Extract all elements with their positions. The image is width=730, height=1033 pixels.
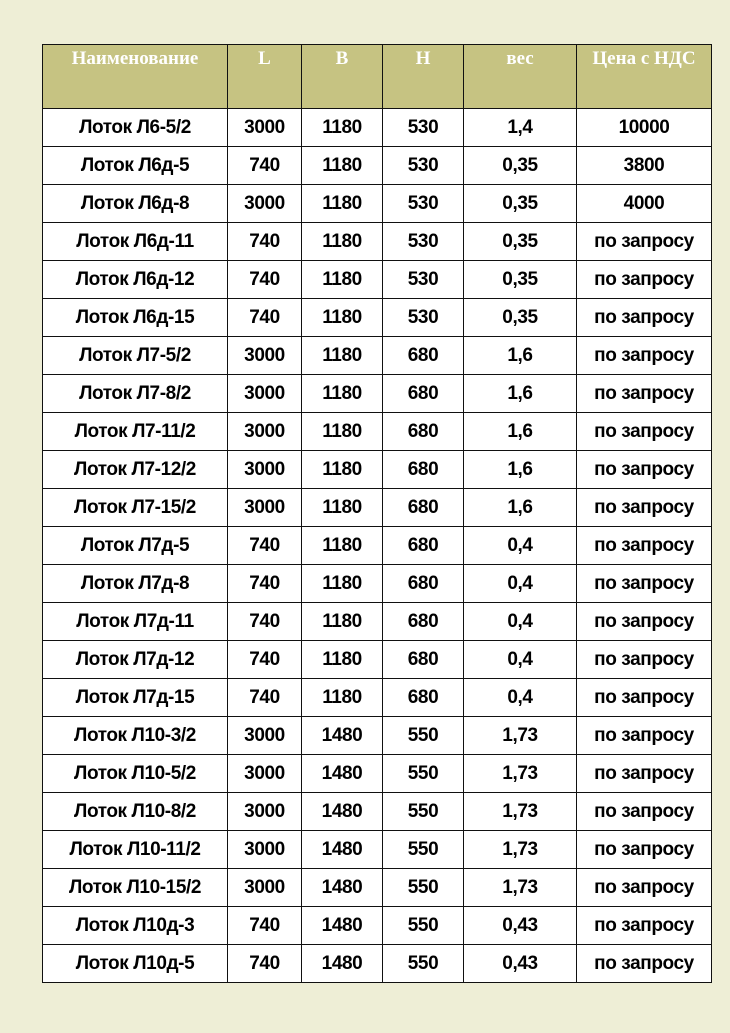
cell-weight: 1,6	[464, 451, 577, 489]
cell-width: 1180	[302, 223, 383, 261]
cell-width: 1180	[302, 451, 383, 489]
table-row	[43, 451, 712, 489]
table-row	[43, 147, 712, 185]
table-row	[43, 831, 712, 869]
cell-height: 680	[383, 527, 464, 565]
cell-weight: 1,6	[464, 413, 577, 451]
cell-price: по запросу	[577, 907, 712, 945]
cell-length: 740	[228, 641, 302, 679]
cell-price: по запросу	[577, 489, 712, 527]
cell-weight: 1,6	[464, 489, 577, 527]
cell-name: Лоток Л10-5/2	[43, 755, 228, 793]
cell-length: 740	[228, 261, 302, 299]
cell-length: 3000	[228, 413, 302, 451]
cell-name: Лоток Л10-11/2	[43, 831, 228, 869]
column-header-name: Наименование	[43, 45, 228, 109]
cell-weight: 0,43	[464, 907, 577, 945]
cell-weight: 1,73	[464, 717, 577, 755]
cell-name: Лоток Л10д-5	[43, 945, 228, 983]
cell-name: Лоток Л6д-11	[43, 223, 228, 261]
table-row	[43, 109, 712, 147]
cell-name: Лоток Л10-15/2	[43, 869, 228, 907]
cell-height: 530	[383, 147, 464, 185]
cell-width: 1180	[302, 299, 383, 337]
cell-width: 1180	[302, 641, 383, 679]
cell-name: Лоток Л7-12/2	[43, 451, 228, 489]
cell-width: 1180	[302, 413, 383, 451]
cell-price: по запросу	[577, 375, 712, 413]
cell-weight: 0,4	[464, 603, 577, 641]
table-row	[43, 603, 712, 641]
cell-name: Лоток Л7д-5	[43, 527, 228, 565]
cell-name: Лоток Л10-8/2	[43, 793, 228, 831]
cell-price: по запросу	[577, 413, 712, 451]
cell-height: 680	[383, 603, 464, 641]
cell-weight: 1,73	[464, 793, 577, 831]
cell-price: по запросу	[577, 945, 712, 983]
cell-length: 740	[228, 603, 302, 641]
cell-name: Лоток Л6д-5	[43, 147, 228, 185]
column-header-weight: вес	[464, 45, 577, 109]
cell-price: 4000	[577, 185, 712, 223]
column-header-price: Цена с НДС	[577, 45, 712, 109]
cell-weight: 0,4	[464, 641, 577, 679]
cell-width: 1180	[302, 679, 383, 717]
cell-price: по запросу	[577, 261, 712, 299]
cell-price: по запросу	[577, 299, 712, 337]
cell-weight: 0,43	[464, 945, 577, 983]
cell-length: 3000	[228, 869, 302, 907]
cell-height: 680	[383, 375, 464, 413]
cell-price: по запросу	[577, 831, 712, 869]
cell-length: 3000	[228, 717, 302, 755]
cell-height: 550	[383, 907, 464, 945]
cell-length: 3000	[228, 109, 302, 147]
cell-price: по запросу	[577, 755, 712, 793]
cell-weight: 0,4	[464, 565, 577, 603]
table-row	[43, 717, 712, 755]
cell-length: 3000	[228, 451, 302, 489]
cell-weight: 0,4	[464, 679, 577, 717]
cell-price: по запросу	[577, 679, 712, 717]
cell-name: Лоток Л6д-15	[43, 299, 228, 337]
cell-weight: 1,6	[464, 337, 577, 375]
cell-width: 1480	[302, 793, 383, 831]
column-header-width: B	[302, 45, 383, 109]
cell-name: Лоток Л7-15/2	[43, 489, 228, 527]
cell-width: 1480	[302, 869, 383, 907]
cell-price: по запросу	[577, 793, 712, 831]
cell-length: 3000	[228, 489, 302, 527]
cell-price: по запросу	[577, 717, 712, 755]
cell-height: 550	[383, 831, 464, 869]
cell-price: 10000	[577, 109, 712, 147]
cell-height: 530	[383, 109, 464, 147]
cell-weight: 0,35	[464, 147, 577, 185]
table-row	[43, 527, 712, 565]
table-row	[43, 755, 712, 793]
cell-length: 3000	[228, 755, 302, 793]
cell-width: 1180	[302, 337, 383, 375]
cell-weight: 1,6	[464, 375, 577, 413]
table-row	[43, 413, 712, 451]
cell-name: Лоток Л6д-12	[43, 261, 228, 299]
cell-width: 1180	[302, 147, 383, 185]
cell-width: 1480	[302, 907, 383, 945]
cell-height: 680	[383, 413, 464, 451]
cell-length: 3000	[228, 375, 302, 413]
cell-name: Лоток Л7д-15	[43, 679, 228, 717]
cell-price: по запросу	[577, 527, 712, 565]
cell-price: по запросу	[577, 603, 712, 641]
cell-width: 1480	[302, 717, 383, 755]
cell-price: по запросу	[577, 565, 712, 603]
table-row	[43, 869, 712, 907]
price-table	[42, 44, 712, 983]
cell-price: по запросу	[577, 869, 712, 907]
cell-width: 1180	[302, 261, 383, 299]
cell-height: 680	[383, 679, 464, 717]
cell-weight: 1,73	[464, 869, 577, 907]
cell-weight: 0,35	[464, 223, 577, 261]
cell-height: 550	[383, 869, 464, 907]
column-header-height: H	[383, 45, 464, 109]
cell-height: 680	[383, 641, 464, 679]
cell-length: 3000	[228, 337, 302, 375]
cell-price: по запросу	[577, 223, 712, 261]
cell-length: 740	[228, 147, 302, 185]
cell-price: по запросу	[577, 337, 712, 375]
cell-length: 740	[228, 679, 302, 717]
cell-height: 550	[383, 945, 464, 983]
cell-height: 680	[383, 451, 464, 489]
cell-height: 550	[383, 717, 464, 755]
cell-price: по запросу	[577, 641, 712, 679]
cell-name: Лоток Л10-3/2	[43, 717, 228, 755]
cell-height: 530	[383, 299, 464, 337]
cell-height: 550	[383, 755, 464, 793]
cell-name: Лоток Л7д-12	[43, 641, 228, 679]
cell-height: 530	[383, 261, 464, 299]
table-body	[43, 109, 712, 983]
cell-height: 550	[383, 793, 464, 831]
cell-height: 680	[383, 489, 464, 527]
cell-name: Лоток Л7-8/2	[43, 375, 228, 413]
cell-weight: 1,73	[464, 755, 577, 793]
table-row	[43, 337, 712, 375]
table-row	[43, 185, 712, 223]
cell-height: 680	[383, 565, 464, 603]
cell-length: 740	[228, 565, 302, 603]
cell-price: по запросу	[577, 451, 712, 489]
table-row	[43, 793, 712, 831]
cell-height: 680	[383, 337, 464, 375]
cell-name: Лоток Л6-5/2	[43, 109, 228, 147]
cell-width: 1480	[302, 755, 383, 793]
table-header	[43, 45, 712, 109]
cell-length: 740	[228, 527, 302, 565]
cell-width: 1180	[302, 489, 383, 527]
cell-weight: 1,73	[464, 831, 577, 869]
cell-width: 1480	[302, 945, 383, 983]
table-row	[43, 679, 712, 717]
table-row	[43, 375, 712, 413]
table-row	[43, 223, 712, 261]
cell-name: Лоток Л6д-8	[43, 185, 228, 223]
cell-name: Лоток Л7-11/2	[43, 413, 228, 451]
cell-length: 740	[228, 945, 302, 983]
table-row	[43, 489, 712, 527]
cell-width: 1480	[302, 831, 383, 869]
table-row	[43, 641, 712, 679]
cell-length: 740	[228, 223, 302, 261]
cell-name: Лоток Л7д-11	[43, 603, 228, 641]
cell-weight: 0,35	[464, 185, 577, 223]
cell-name: Лоток Л7д-8	[43, 565, 228, 603]
cell-height: 530	[383, 185, 464, 223]
cell-width: 1180	[302, 185, 383, 223]
cell-length: 3000	[228, 831, 302, 869]
table-row	[43, 565, 712, 603]
column-header-length: L	[228, 45, 302, 109]
cell-weight: 0,4	[464, 527, 577, 565]
cell-width: 1180	[302, 109, 383, 147]
table-row	[43, 299, 712, 337]
cell-width: 1180	[302, 603, 383, 641]
table-row	[43, 261, 712, 299]
cell-width: 1180	[302, 527, 383, 565]
cell-width: 1180	[302, 565, 383, 603]
cell-name: Лоток Л10д-3	[43, 907, 228, 945]
cell-weight: 0,35	[464, 261, 577, 299]
cell-length: 3000	[228, 793, 302, 831]
table-row	[43, 907, 712, 945]
cell-length: 740	[228, 299, 302, 337]
cell-height: 530	[383, 223, 464, 261]
cell-length: 740	[228, 907, 302, 945]
cell-weight: 0,35	[464, 299, 577, 337]
cell-length: 3000	[228, 185, 302, 223]
cell-price: 3800	[577, 147, 712, 185]
header-row	[43, 45, 712, 109]
table-row	[43, 945, 712, 983]
cell-width: 1180	[302, 375, 383, 413]
cell-name: Лоток Л7-5/2	[43, 337, 228, 375]
cell-weight: 1,4	[464, 109, 577, 147]
